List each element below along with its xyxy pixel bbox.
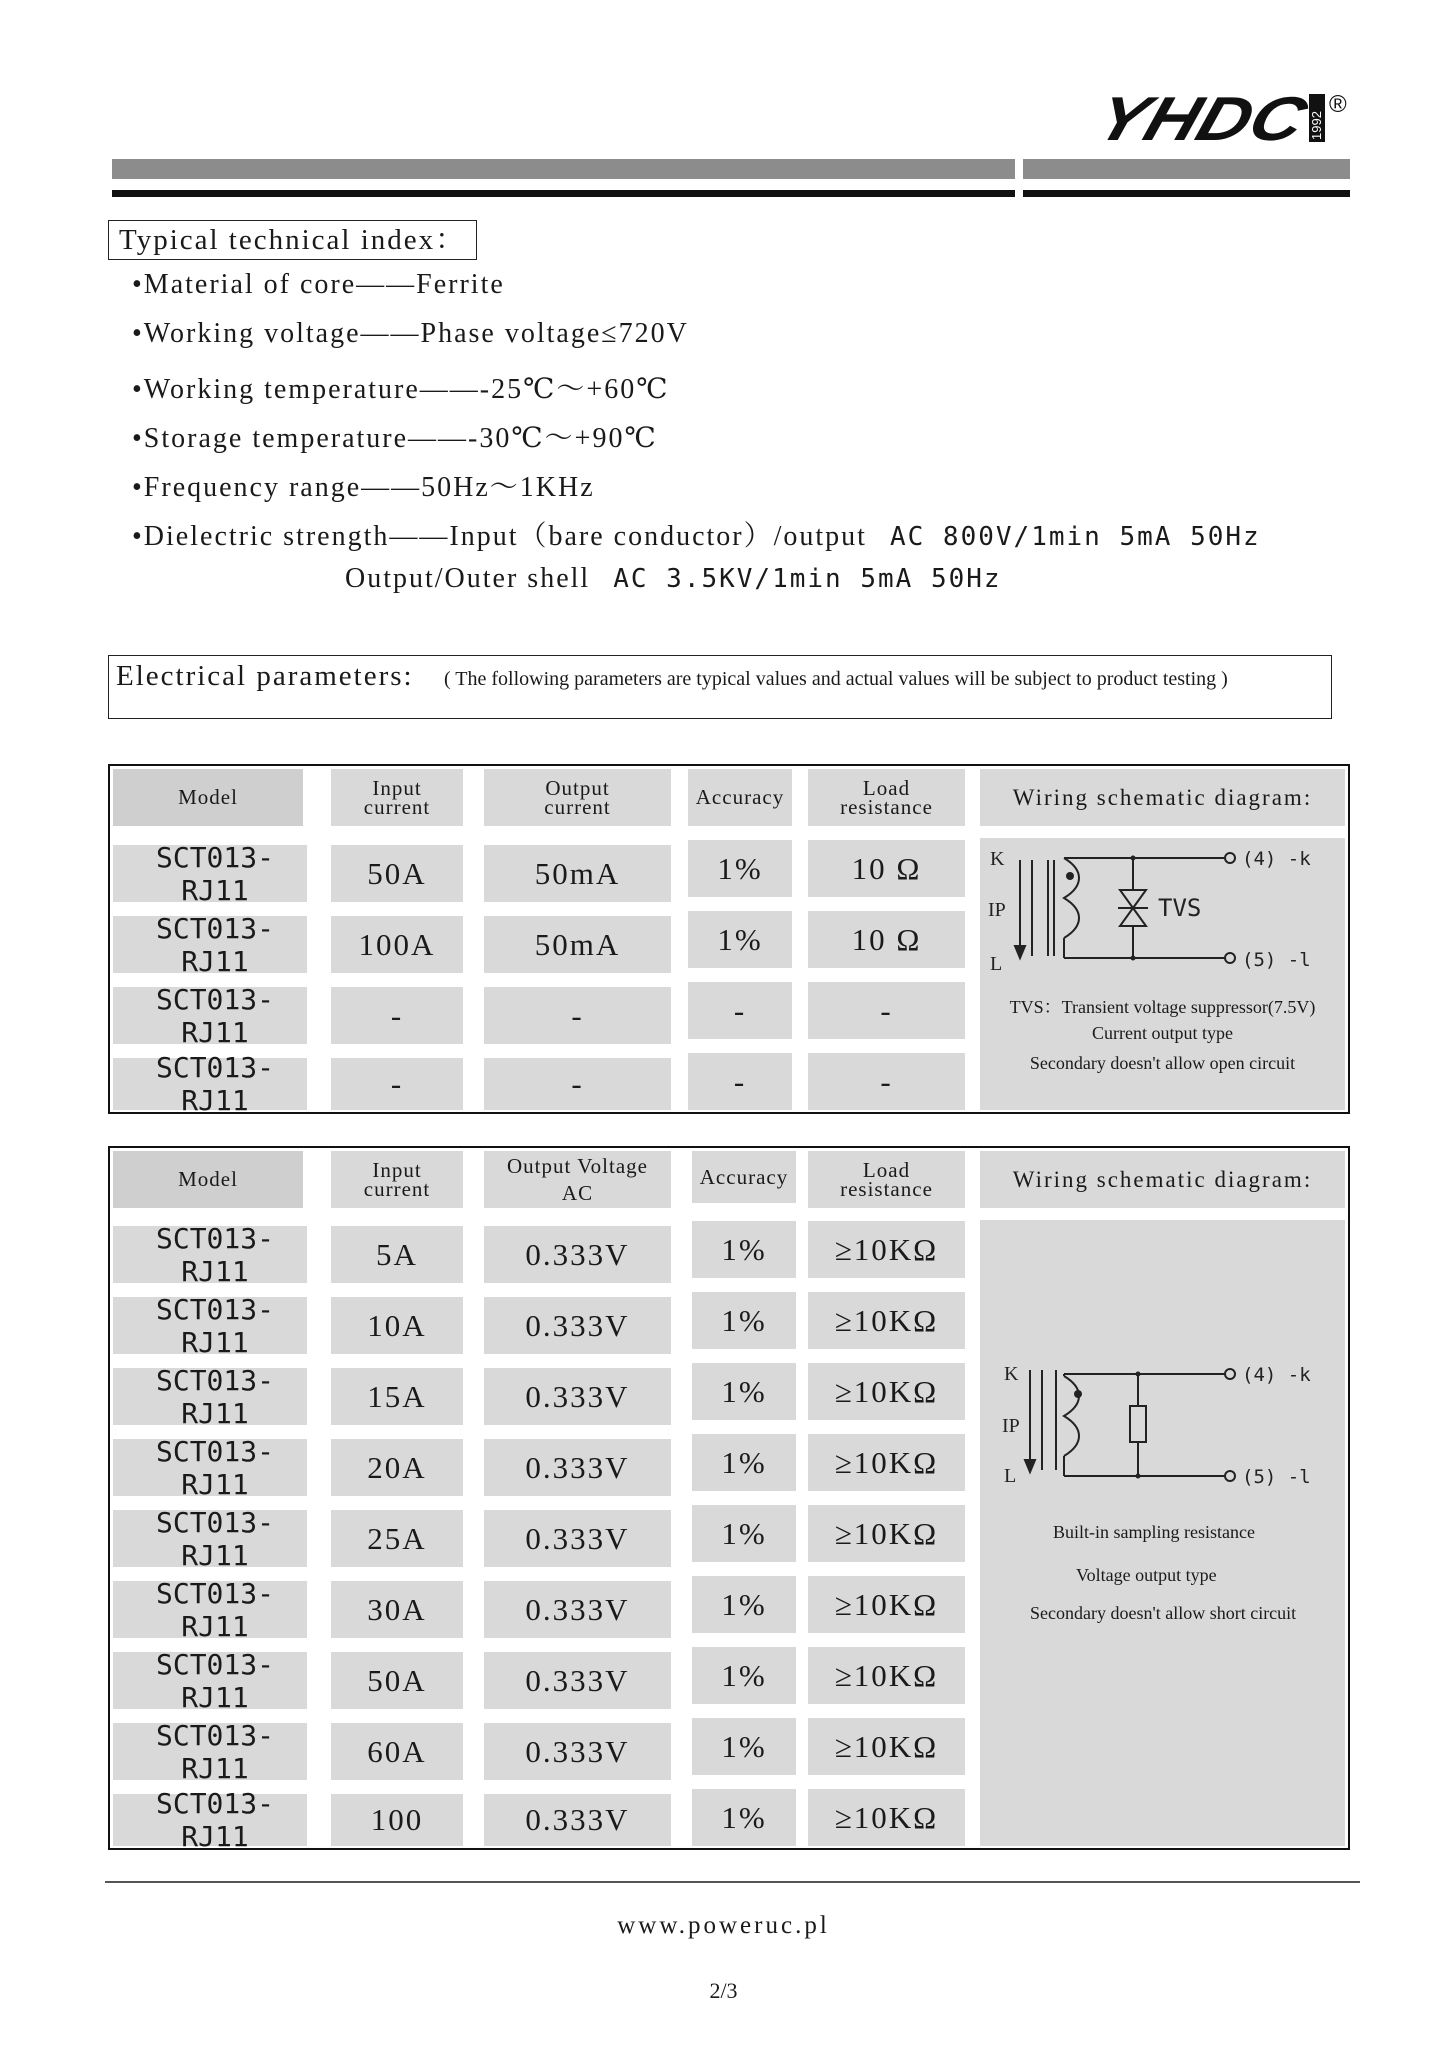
header-bar-black-left — [112, 190, 1015, 197]
t2-row3-input: 15A — [331, 1368, 463, 1425]
t1-row1-output: 50mA — [484, 845, 671, 902]
t2-row7-input: 50A — [331, 1652, 463, 1709]
electrical-parameters-note: ( The following parameters are typical values and actual values will be subject to product testing ) — [444, 668, 1228, 690]
t2-row1-load: ≥10KΩ — [808, 1221, 965, 1278]
t2-row1-input: 5A — [331, 1226, 463, 1283]
t1-diagram-ip: IP — [988, 899, 1006, 921]
tech-item-dielectric — [132, 514, 1261, 554]
dielectric-label: •Dielectric strength——Input（bare conductor）/output — [132, 521, 867, 552]
t1-row1-load: 10 Ω — [808, 840, 965, 897]
t2-row9-model: SCT013-RJ11 — [113, 1794, 307, 1846]
yhdc-logo — [1085, 88, 1355, 150]
t2-row3-accuracy: 1% — [692, 1363, 796, 1420]
header-bar-gray-left — [112, 159, 1015, 179]
t1-row1-accuracy: 1% — [688, 840, 792, 897]
t2-row8-model: SCT013-RJ11 — [113, 1723, 307, 1780]
tech-item-working-temp: •Working temperature——-25℃～+60℃ — [132, 374, 670, 405]
tech-item-core: •Material of core——Ferrite — [132, 269, 505, 300]
tech-item-frequency: •Frequency range——50Hz～1KHz — [132, 472, 595, 503]
electrical-parameters-title: Electrical parameters: — [116, 660, 414, 692]
t1-row4-accuracy: - — [688, 1053, 792, 1110]
t1-note-output-type: Current output type — [1092, 1023, 1233, 1043]
logo-text: YHDC — [1087, 88, 1286, 150]
t1-row4-model: SCT013-RJ11 — [113, 1058, 307, 1110]
t1-header-wiring: Wiring schematic diagram: — [980, 769, 1345, 826]
tech-item-outer-shell — [345, 563, 1002, 595]
t1-row3-input: - — [331, 987, 463, 1044]
t2-row8-input: 60A — [331, 1723, 463, 1780]
t1-diagram-tvs: TVS — [1158, 894, 1202, 922]
t2-row7-load: ≥10KΩ — [808, 1647, 965, 1704]
t2-header-model: Model — [113, 1151, 303, 1208]
t1-row3-accuracy: - — [688, 982, 792, 1039]
t1-header-load: Load resistance — [808, 769, 965, 826]
t1-row1-model: SCT013-RJ11 — [113, 845, 307, 902]
t1-row2-accuracy: 1% — [688, 911, 792, 968]
t2-row7-model: SCT013-RJ11 — [113, 1652, 307, 1709]
t1-row2-model: SCT013-RJ11 — [113, 916, 307, 973]
t1-row4-load: - — [808, 1053, 965, 1110]
t2-row6-model: SCT013-RJ11 — [113, 1581, 307, 1638]
t2-row8-output: 0.333V — [484, 1723, 671, 1780]
t1-diagram-term-bottom: (5) -l — [1242, 949, 1311, 971]
t2-row7-output: 0.333V — [484, 1652, 671, 1709]
t2-header-load: Load resistance — [808, 1151, 965, 1208]
technical-index-title: Typical technical index： — [108, 220, 477, 260]
t2-row4-output: 0.333V — [484, 1439, 671, 1496]
tech-item-voltage: •Working voltage——Phase voltage≤720V — [132, 318, 689, 349]
t2-row1-model: SCT013-RJ11 — [113, 1226, 307, 1283]
t2-row9-accuracy: 1% — [692, 1789, 796, 1846]
t2-row4-model: SCT013-RJ11 — [113, 1439, 307, 1496]
t2-row1-output: 0.333V — [484, 1226, 671, 1283]
t2-row9-input: 100 — [331, 1794, 463, 1846]
t1-header-input: Input current — [331, 769, 463, 826]
dielectric-value: AC 800V/1min 5mA 50Hz — [889, 522, 1261, 552]
page-number: 2/3 — [709, 1978, 738, 2003]
t1-row3-model: SCT013-RJ11 — [113, 987, 307, 1044]
t2-row8-load: ≥10KΩ — [808, 1718, 965, 1775]
t2-diagram-k: K — [1004, 1363, 1019, 1385]
t2-row9-load: ≥10KΩ — [808, 1789, 965, 1846]
t2-header-wiring: Wiring schematic diagram: — [980, 1151, 1345, 1208]
t2-row3-model: SCT013-RJ11 — [113, 1368, 307, 1425]
t2-row6-output: 0.333V — [484, 1581, 671, 1638]
t2-note-output-type: Voltage output type — [1076, 1565, 1217, 1585]
t1-row2-load: 10 Ω — [808, 911, 965, 968]
t2-diagram-ip: IP — [1002, 1415, 1020, 1437]
t2-note-short-circuit: Secondary doesn't allow short circuit — [1030, 1603, 1297, 1623]
t1-header-accuracy: Accuracy — [688, 769, 792, 826]
t1-row2-output: 50mA — [484, 916, 671, 973]
resistor-wiring-diagram — [980, 1340, 1345, 1540]
t2-row2-input: 10A — [331, 1297, 463, 1354]
footer-website: www.poweruc.pl — [617, 1912, 830, 1939]
t2-row1-accuracy: 1% — [692, 1221, 796, 1278]
footer-divider — [105, 1881, 1360, 1883]
t2-row2-model: SCT013-RJ11 — [113, 1297, 307, 1354]
t1-row1-input: 50A — [331, 845, 463, 902]
t2-row9-output: 0.333V — [484, 1794, 671, 1846]
t2-row4-load: ≥10KΩ — [808, 1434, 965, 1491]
t2-row6-load: ≥10KΩ — [808, 1576, 965, 1633]
header-bar-black-right — [1023, 190, 1350, 197]
t2-row6-accuracy: 1% — [692, 1576, 796, 1633]
t2-diagram-term-bottom: (5) -l — [1242, 1466, 1311, 1488]
t2-row6-input: 30A — [331, 1581, 463, 1638]
t1-diagram-l: L — [990, 953, 1003, 975]
outer-shell-value: AC 3.5KV/1min 5mA 50Hz — [613, 564, 1002, 594]
t2-diagram-l: L — [1004, 1465, 1017, 1487]
t1-note-tvs: TVS：Transient voltage suppressor(7.5V) — [1009, 997, 1316, 1017]
outer-shell-label: Output/Outer shell — [345, 563, 591, 594]
t2-row2-output: 0.333V — [484, 1297, 671, 1354]
t1-diagram-k: K — [990, 848, 1005, 870]
t2-header-output: Output Voltage AC — [484, 1151, 671, 1208]
t2-row4-accuracy: 1% — [692, 1434, 796, 1491]
t1-row3-output: - — [484, 987, 671, 1044]
t2-row5-model: SCT013-RJ11 — [113, 1510, 307, 1567]
t2-row5-accuracy: 1% — [692, 1505, 796, 1562]
t2-row2-accuracy: 1% — [692, 1292, 796, 1349]
t1-row2-input: 100A — [331, 916, 463, 973]
t2-note-sampling: Built-in sampling resistance — [1053, 1522, 1255, 1542]
t2-row5-load: ≥10KΩ — [808, 1505, 965, 1562]
t2-row4-input: 20A — [331, 1439, 463, 1496]
t2-header-input: Input current — [331, 1151, 463, 1208]
t2-row3-output: 0.333V — [484, 1368, 671, 1425]
logo-year: 1992 — [1309, 111, 1324, 140]
t2-row8-accuracy: 1% — [692, 1718, 796, 1775]
t1-diagram-term-top: (4) -k — [1242, 848, 1311, 870]
t2-header-accuracy: Accuracy — [692, 1151, 796, 1203]
t1-row3-load: - — [808, 982, 965, 1039]
t2-diagram-term-top: (4) -k — [1242, 1364, 1311, 1386]
t1-note-open-circuit: Secondary doesn't allow open circuit — [1029, 1053, 1296, 1073]
registered-mark: ® — [1329, 91, 1347, 118]
t2-row7-accuracy: 1% — [692, 1647, 796, 1704]
t2-row2-load: ≥10KΩ — [808, 1292, 965, 1349]
t1-row4-input: - — [331, 1058, 463, 1110]
header-bar-gray-right — [1023, 159, 1350, 179]
t2-row3-load: ≥10KΩ — [808, 1363, 965, 1420]
tech-item-storage-temp: •Storage temperature——-30℃～+90℃ — [132, 423, 658, 454]
t2-row5-input: 25A — [331, 1510, 463, 1567]
t1-header-output: Output current — [484, 769, 671, 826]
t1-row4-output: - — [484, 1058, 671, 1110]
t2-row5-output: 0.333V — [484, 1510, 671, 1567]
t1-header-model: Model — [113, 769, 303, 826]
